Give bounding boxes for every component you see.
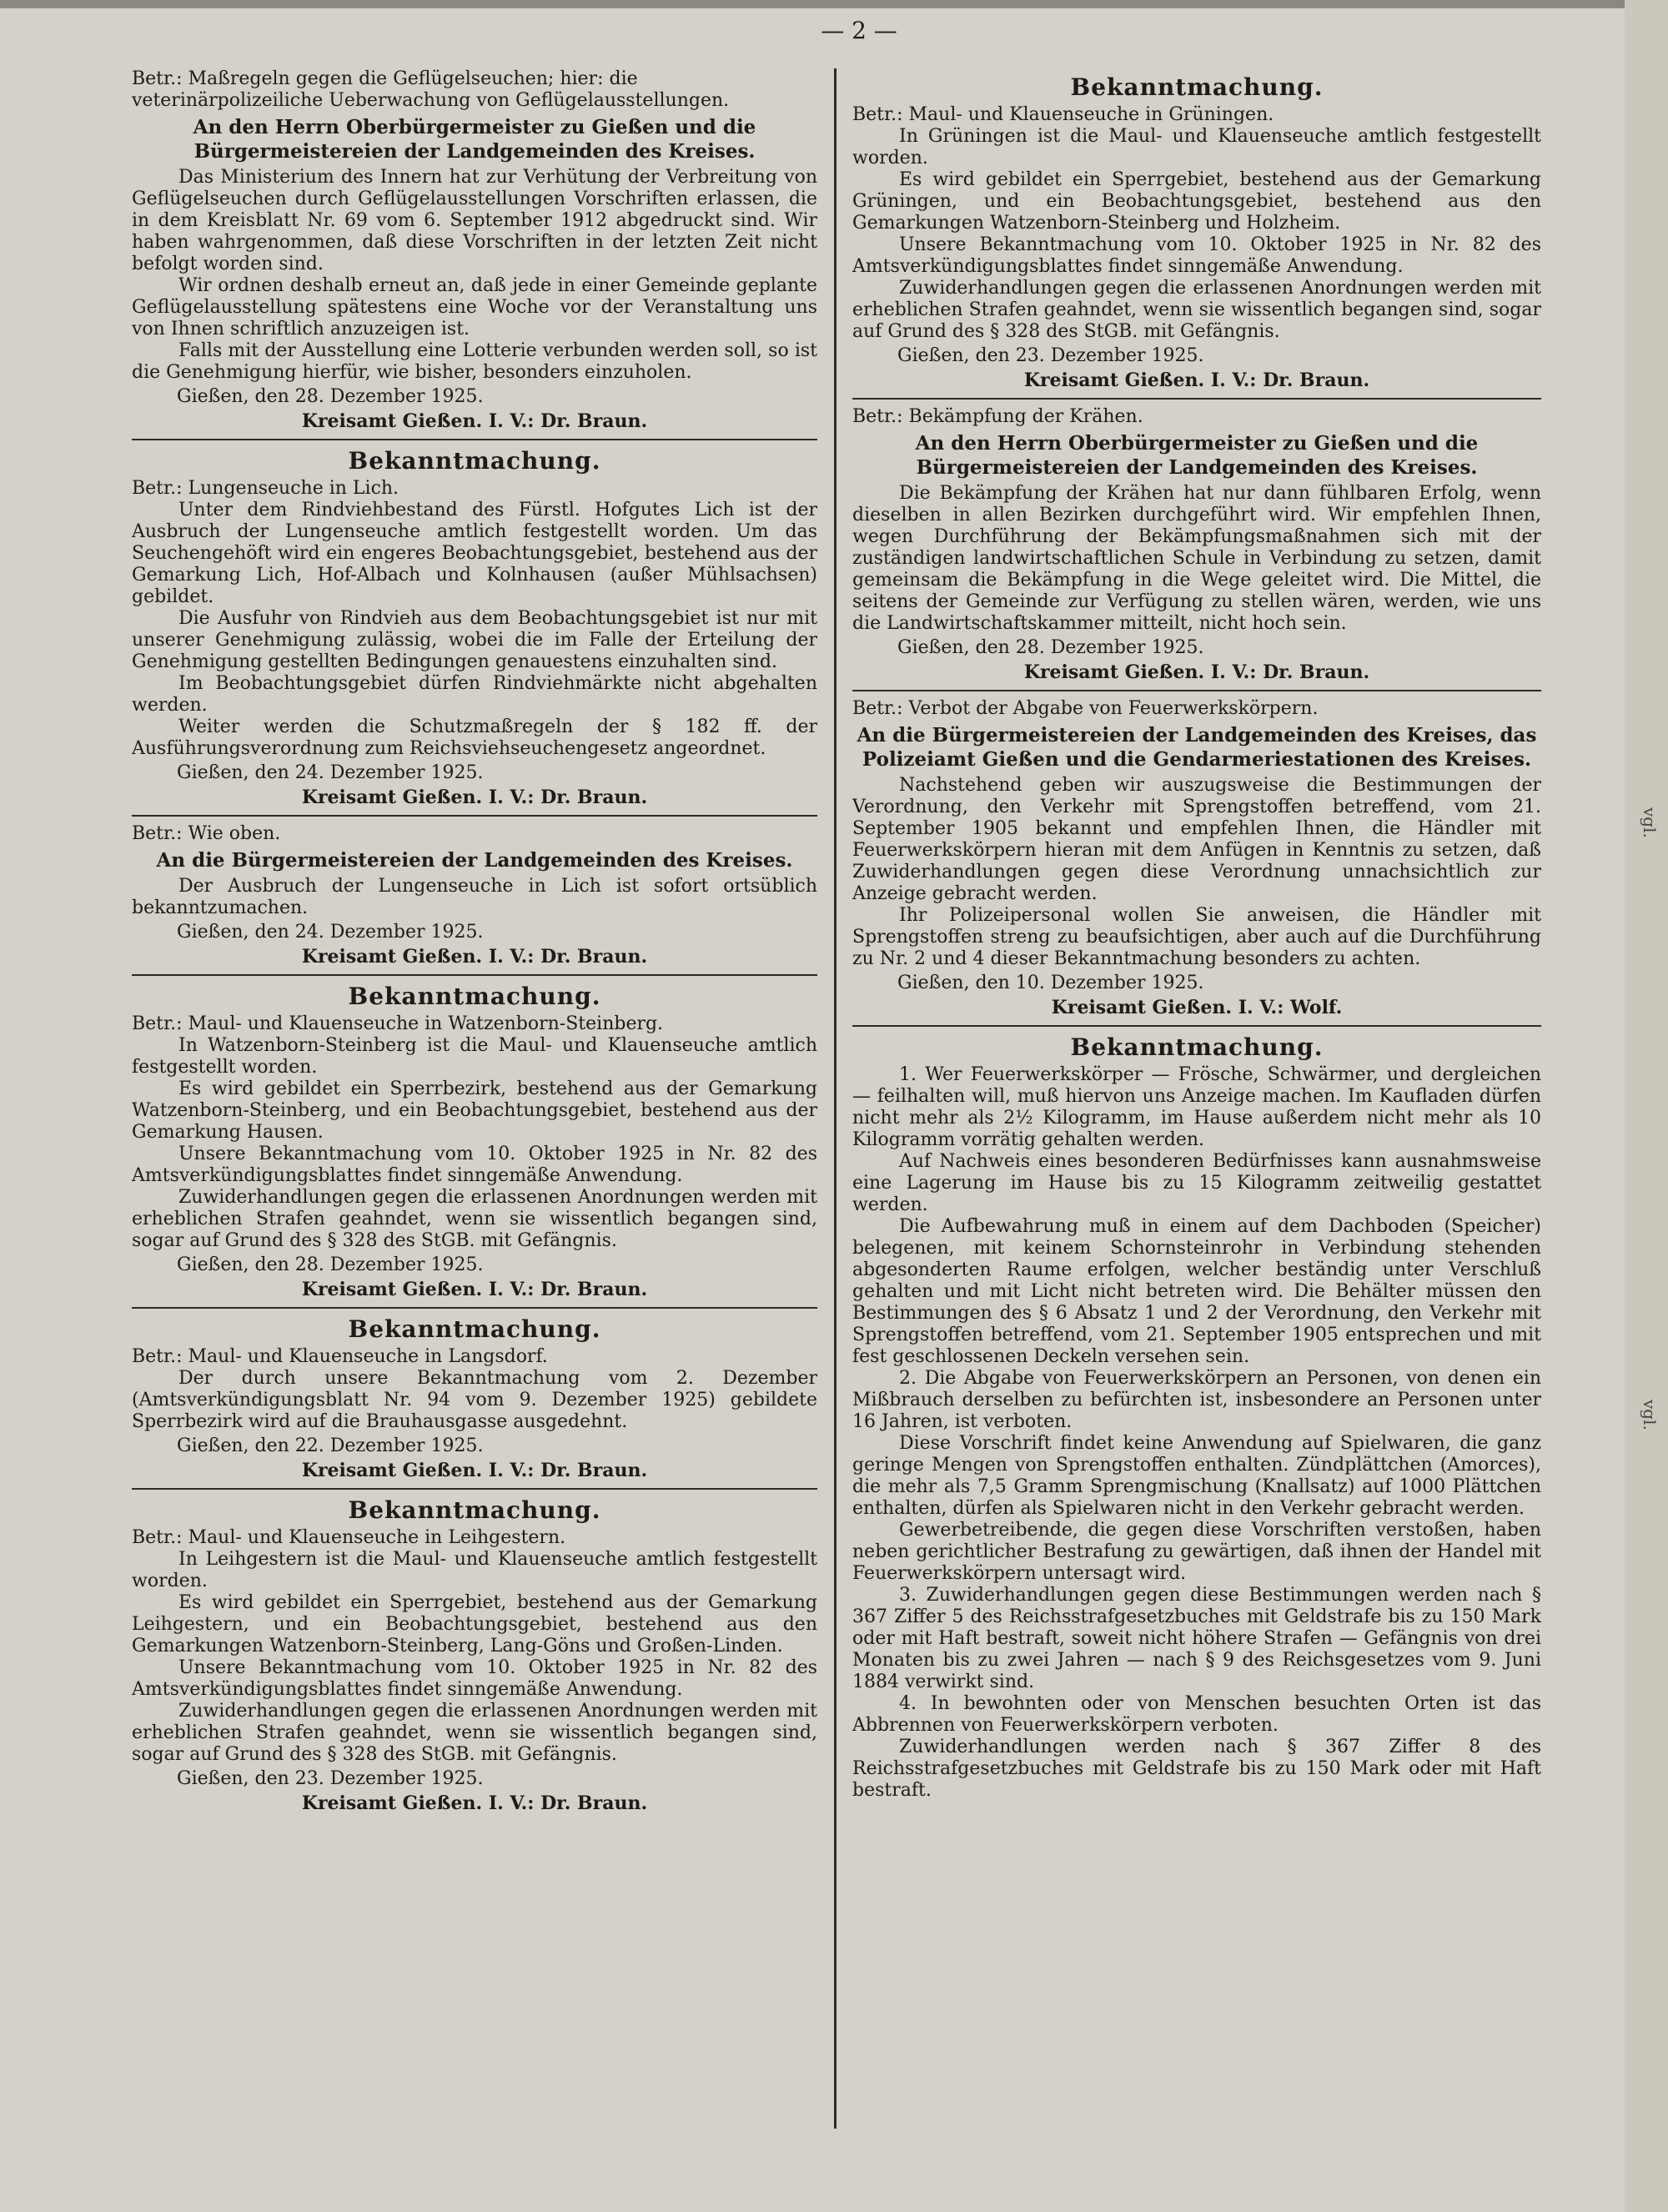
signature: Kreisamt Gießen. I. V.: Dr. Braun. — [1023, 661, 1370, 683]
margin-note: vgl. — [1640, 807, 1660, 838]
dateline: Gießen, den 28. Dezember 1925. — [897, 637, 1204, 658]
paragraph: In Grüningen ist die Maul- und Klauenseuche amtlich festgestellt worden. — [852, 126, 1541, 168]
subject-line: Betr.: Maul- und Klauenseuche in Leihgestern. — [132, 1527, 566, 1548]
paragraph: Zuwiderhandlungen werden nach § 367 Ziffer 8 des Reichsstrafgesetzbuches mit Geldstrafe bis zu 150 Mark oder mit Haft bestraft. — [852, 1737, 1541, 1801]
notice-section — [852, 698, 1541, 1020]
section-rule — [132, 1307, 817, 1309]
dateline: Gießen, den 28. Dezember 1925. — [177, 386, 484, 407]
paragraph: Unsere Bekanntmachung vom 10. Oktober 1925 in Nr. 82 des Amtsverkündigungsblattes findet sinngemäße Anwendung. — [132, 1144, 817, 1186]
subject-line: Betr.: Maßregeln gegen die Geflügelseuchen; hier: die veterinärpolizeiliche Ueberwachung von Geflügelausstellungen. — [132, 68, 730, 111]
notice-section — [852, 73, 1541, 393]
top-border — [0, 0, 1668, 8]
notice-title: Bekanntmachung. — [348, 447, 601, 475]
signature: Kreisamt Gießen. I. V.: Dr. Braun. — [301, 1792, 648, 1814]
notice-section — [132, 983, 817, 1302]
notice-title: Bekanntmachung. — [348, 1315, 601, 1343]
dateline: Gießen, den 23. Dezember 1925. — [177, 1768, 484, 1789]
paragraph: Zuwiderhandlungen gegen die erlassenen Anordnungen werden mit erheblichen Strafen geahndet, wenn sie wissentlich begangen sind, sogar auf Grund des § 328 des StGB. mit Gefängnis. — [132, 1701, 817, 1765]
subject-line: Betr.: Maul- und Klauenseuche in Grüningen. — [852, 104, 1274, 125]
paragraph: Falls mit der Ausstellung eine Lotterie verbunden werden soll, so ist die Genehmigung hierfür, wie bisher, besonders einzuholen. — [132, 340, 817, 383]
subject-line: Betr.: Lungenseuche in Lich. — [132, 478, 399, 499]
paragraph: In Leihgestern ist die Maul- und Klauenseuche amtlich festgestellt worden. — [132, 1549, 817, 1591]
paragraph: 1. Wer Feuerwerkskörper — Frösche, Schwärmer, und dergleichen — feilhalten will, muß hiervon uns Anzeige machen. Im Kaufladen dürfen nicht mehr als 2½ Kilogramm, im Hause außerdem nicht mehr als 10 Kilogramm vorrätig gehalten werden. — [852, 1064, 1541, 1150]
signature: Kreisamt Gießen. I. V.: Wolf. — [1051, 997, 1343, 1018]
right-column — [852, 68, 1541, 2187]
signature: Kreisamt Gießen. I. V.: Dr. Braun. — [301, 946, 648, 968]
paragraph: 3. Zuwiderhandlungen gegen diese Bestimmungen werden nach § 367 Ziffer 5 des Reichsstrafgesetzbuches mit Geldstrafe bis zu 150 Mark oder mit Haft bestraft, soweit nicht höhere Strafen — Gefängnis von drei Monaten bis zu zwei Jahren — nach § 9 des Reichsgesetzes vom 9. Juni 1884 verwirkt sind. — [852, 1585, 1541, 1692]
paragraph: Unsere Bekanntmachung vom 10. Oktober 1925 in Nr. 82 des Amtsverkündigungsblattes findet sinngemäße Anwendung. — [852, 234, 1541, 277]
paragraph: Unter dem Rindviehbestand des Fürstl. Hofgutes Lich ist der Ausbruch der Lungenseuche amtlich festgestellt worden. Um das Seuchengehöft wird ein engeres Beobachtungsgebiet, bestehend aus der Gemarkung Lich, Hof-Albach und Kolnhausen (außer Mühlsachsen) gebildet. — [132, 500, 817, 607]
addressee: An die Bürgermeistereien der Landgemeinden des Kreises. — [156, 849, 793, 872]
section-rule — [132, 974, 817, 976]
section-rule — [132, 1488, 817, 1490]
dateline: Gießen, den 10. Dezember 1925. — [897, 973, 1204, 993]
addressee: An die Bürgermeistereien der Landgemeinden des Kreises, das Polizeiamt Gießen und die Gendarmeriestationen des Kreises. — [857, 724, 1537, 771]
subject-line: Betr.: Wie oben. — [132, 823, 281, 844]
subject-line: Betr.: Bekämpfung der Krähen. — [852, 406, 1143, 427]
paragraph: Gewerbetreibende, die gegen diese Vorschriften verstoßen, haben neben gerichtlicher Bestrafung zu gewärtigen, daß ihnen der Handel mit Feuerwerkskörpern untersagt wird. — [852, 1520, 1541, 1584]
page-edge — [1625, 0, 1668, 2212]
subject-line: Betr.: Maul- und Klauenseuche in Watzenborn-Steinberg. — [132, 1013, 664, 1034]
paragraph: Die Ausfuhr von Rindvieh aus dem Beobachtungsgebiet ist nur mit unserer Genehmigung zulässig, wobei die im Falle der Erteilung der Genehmigung gestellten Bedingungen genauestens einzuhalten sind. — [132, 608, 817, 672]
page-number: — 2 — — [821, 17, 897, 44]
notice-section — [852, 406, 1541, 685]
section-rule — [852, 1025, 1541, 1027]
dateline: Gießen, den 22. Dezember 1925. — [177, 1435, 484, 1456]
notice-title: Bekanntmachung. — [348, 1496, 601, 1524]
subject-line: Betr.: Maul- und Klauenseuche in Langsdorf. — [132, 1346, 548, 1367]
paragraph: Im Beobachtungsgebiet dürfen Rindviehmärkte nicht abgehalten werden. — [132, 673, 817, 716]
addressee: An den Herrn Oberbürgermeister zu Gießen und die Bürgermeistereien der Landgemeinden des Kreises. — [915, 432, 1479, 479]
notice-section — [132, 68, 817, 434]
signature: Kreisamt Gießen. I. V.: Dr. Braun. — [301, 787, 648, 808]
column-divider — [834, 68, 837, 2129]
paragraph: Das Ministerium des Innern hat zur Verhütung der Verbreitung von Geflügelseuchen durch Geflügelausstellungen Vorschriften erlassen, die in dem Kreisblatt Nr. 69 vom 6. September 1912 abgedruckt sind. Wir haben wahrgenommen, daß diese Vorschriften in der letzten Zeit nicht befolgt worden sind. — [132, 167, 817, 274]
paragraph: Zuwiderhandlungen gegen die erlassenen Anordnungen werden mit erheblichen Strafen geahndet, wenn sie wissentlich begangen sind, sogar auf Grund des § 328 des StGB. mit Gefängnis. — [852, 278, 1541, 342]
paragraph: Die Bekämpfung der Krähen hat nur dann fühlbaren Erfolg, wenn dieselben in allen Bezirken durchgeführt wird. Wir empfehlen Ihnen, wegen Durchführung der Bekämpfungsmaßnahmen sich mit der zuständigen landwirtschaftlichen Schule in Verbindung zu setzen, damit gemeinsam die Bekämpfung in die Wege geleitet wird. Die Mittel, die seitens der Gemeinde zur Verfügung zu stellen wären, werden, wie uns die Landwirtschaftskammer mitteilt, nicht hoch sein. — [852, 483, 1541, 634]
notice-title: Bekanntmachung. — [1070, 73, 1324, 101]
paragraph: Unsere Bekanntmachung vom 10. Oktober 1925 in Nr. 82 des Amtsverkündigungsblattes findet sinngemäße Anwendung. — [132, 1657, 817, 1700]
notice-title: Bekanntmachung. — [348, 983, 601, 1010]
paragraph: Es wird gebildet ein Sperrgebiet, bestehend aus der Gemarkung Leihgestern, und ein Beobachtungsgebiet, bestehend aus den Gemarkungen Watzenborn-Steinberg, Lang-Göns und Großen-Linden. — [132, 1592, 817, 1656]
notice-section — [132, 1496, 817, 1816]
addressee: An den Herrn Oberbürgermeister zu Gießen und die Bürgermeistereien der Landgemeinden des Kreises. — [193, 116, 756, 163]
paragraph: Es wird gebildet ein Sperrbezirk, bestehend aus der Gemarkung Watzenborn-Steinberg, und ein Beobachtungsgebiet, bestehend aus der Gemarkung Hausen. — [132, 1078, 817, 1143]
paragraph: 2. Die Abgabe von Feuerwerkskörpern an Personen, von denen ein Mißbrauch derselben zu befürchten ist, insbesondere an Personen unter 16 Jahren, ist verboten. — [852, 1368, 1541, 1432]
paragraph: Der durch unsere Bekanntmachung vom 2. Dezember (Amtsverkündigungsblatt Nr. 94 vom 9. Dezember 1925) gebildete Sperrbezirk wird auf die Brauhausgasse ausgedehnt. — [132, 1368, 817, 1432]
paragraph: Der Ausbruch der Lungenseuche in Lich ist sofort ortsüblich bekanntzumachen. — [132, 876, 817, 918]
signature: Kreisamt Gießen. I. V.: Dr. Braun. — [1023, 370, 1370, 391]
paragraph: Weiter werden die Schutzmaßregeln der § 182 ff. der Ausführungsverordnung zum Reichsviehseuchengesetz angeordnet. — [132, 716, 817, 759]
paragraph: Wir ordnen deshalb erneut an, daß jede in einer Gemeinde geplante Geflügelausstellung spätestens eine Woche vor der Veranstaltung uns von Ihnen schriftlich anzuzeigen ist. — [132, 275, 817, 339]
dateline: Gießen, den 28. Dezember 1925. — [177, 1254, 484, 1275]
notice-section — [132, 447, 817, 810]
paragraph: Es wird gebildet ein Sperrgebiet, bestehend aus der Gemarkung Grüningen, und ein Beobachtungsgebiet, bestehend aus den Gemarkungen Watzenborn-Steinberg und Holzheim. — [852, 169, 1541, 234]
signature: Kreisamt Gießen. I. V.: Dr. Braun. — [301, 1460, 648, 1481]
dateline: Gießen, den 23. Dezember 1925. — [897, 345, 1204, 366]
paragraph: Nachstehend geben wir auszugsweise die Bestimmungen der Verordnung, den Verkehr mit Sprengstoffen betreffend, vom 21. September 1905 bekannt und empfehlen Ihnen, die Händler mit Feuerwerkskörpern hieran mit dem Anfügen in Kenntnis zu setzen, daß Zuwiderhandlungen gegen diese Verordnung unnachsichtlich zur Anzeige gebracht werden. — [852, 775, 1541, 904]
notice-section — [852, 1033, 1541, 1802]
paragraph: In Watzenborn-Steinberg ist die Maul- und Klauenseuche amtlich festgestellt worden. — [132, 1035, 817, 1078]
notice-title: Bekanntmachung. — [1070, 1033, 1324, 1061]
paragraph: Auf Nachweis eines besonderen Bedürfnisses kann ausnahmsweise eine Lagerung im Hause bis zu 15 Kilogramm zeitweilig gestattet werden. — [852, 1151, 1541, 1215]
section-rule — [132, 439, 817, 440]
left-column — [132, 68, 817, 2154]
section-rule — [852, 398, 1541, 400]
paragraph: Diese Vorschrift findet keine Anwendung auf Spielwaren, die ganz geringe Mengen von Sprengstoffen enthalten. Zündplättchen (Amorces), die mehr als 7,5 Gramm Sprengmischung (Knallsatz) auf 1000 Plättchen enthalten, dürfen als Spielwaren nicht in den Verkehr gebracht werden. — [852, 1433, 1541, 1519]
section-rule — [132, 815, 817, 817]
signature: Kreisamt Gießen. I. V.: Dr. Braun. — [301, 410, 648, 432]
section-rule — [852, 690, 1541, 691]
signature: Kreisamt Gießen. I. V.: Dr. Braun. — [301, 1279, 648, 1300]
notice-section — [132, 1315, 817, 1483]
margin-note: vgl. — [1640, 1400, 1660, 1430]
subject-line: Betr.: Verbot der Abgabe von Feuerwerkskörpern. — [852, 698, 1319, 719]
dateline: Gießen, den 24. Dezember 1925. — [177, 762, 484, 783]
paragraph: 4. In bewohnten oder von Menschen besuchten Orten ist das Abbrennen von Feuerwerkskörpern verboten. — [852, 1693, 1541, 1736]
paragraph: Ihr Polizeipersonal wollen Sie anweisen, die Händler mit Sprengstoffen streng zu beaufsichtigen, aber auch auf die Durchführung zu Nr. 2 und 4 dieser Bekanntmachung besonders zu achten. — [852, 905, 1541, 969]
dateline: Gießen, den 24. Dezember 1925. — [177, 922, 484, 943]
paragraph: Die Aufbewahrung muß in einem auf dem Dachboden (Speicher) belegenen, mit keinem Schornsteinrohr in Verbindung stehenden abgesonderten Raume erfolgen, welcher beständig unter Verschluß gehalten und mit Licht nicht betreten wird. Die Behälter müssen den Bestimmungen des § 6 Absatz 1 und 2 der Verordnung, den Verkehr mit Sprengstoffen betreffend, vom 21. September 1905 entsprechen und mit fest geschlossenen Deckeln versehen sein. — [852, 1216, 1541, 1367]
notice-section — [132, 823, 817, 969]
paragraph: Zuwiderhandlungen gegen die erlassenen Anordnungen werden mit erheblichen Strafen geahndet, wenn sie wissentlich begangen sind, sogar auf Grund des § 328 des StGB. mit Gefängnis. — [132, 1187, 817, 1251]
